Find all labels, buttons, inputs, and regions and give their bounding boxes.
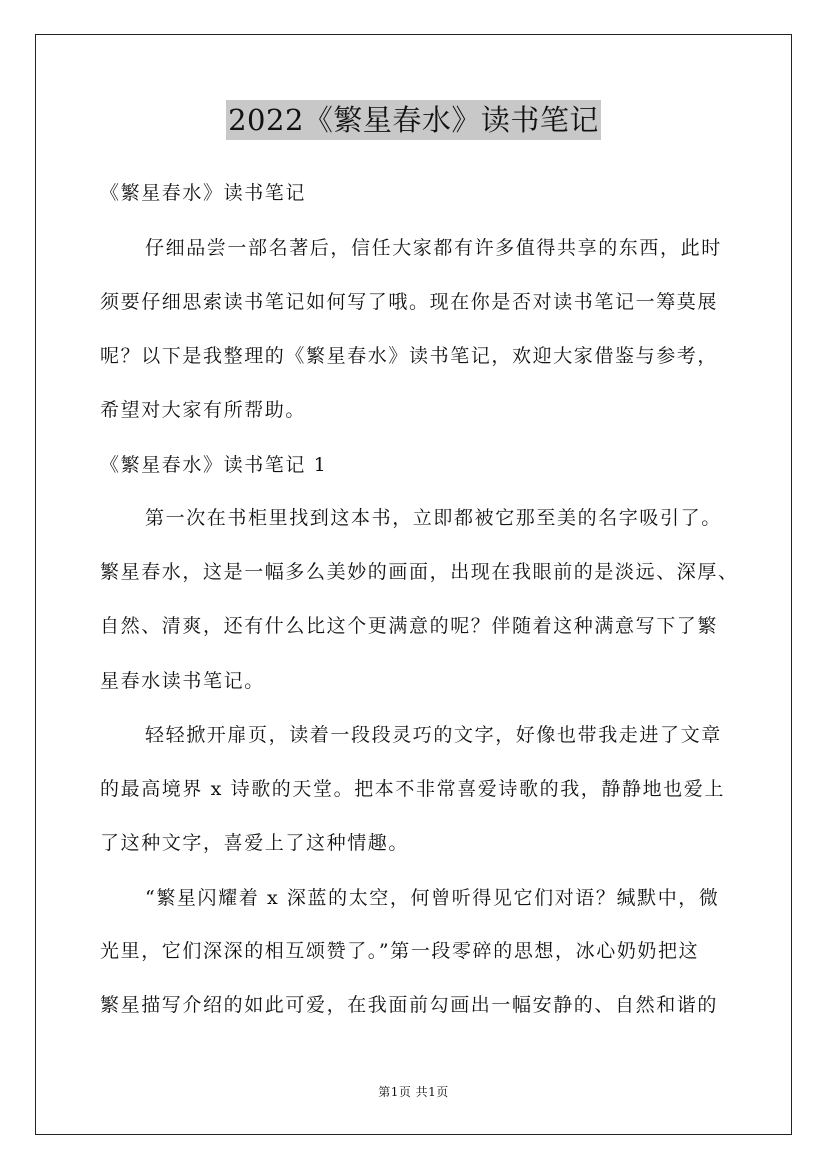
paragraph-line: 光里，它们深深的相互颂赞了。”第一段零碎的思想，冰心奶奶把这 [100,940,700,962]
paragraph-line: 第一次在书柜里找到这本书，立即都被它那至美的名字吸引了。 [145,507,722,529]
page-footer: 第1页 共1页 [378,1085,449,1099]
paragraph-line: 希望对大家有所帮助。 [100,399,307,421]
section-heading: 《繁星春水》读书笔记 1 [100,454,328,476]
paragraph-line: “繁星闪耀着 x 深蓝的太空，何曾听得见它们对语？缄默中，微 [145,887,720,909]
paragraph-line: 自然、清爽，还有什么比这个更满意的呢？伴随着这种满意写下了繁 [100,615,719,637]
paragraph-line: 的最高境界 x 诗歌的天堂。把本不非常喜爱诗歌的我，静静地也爱上 [100,778,725,800]
paragraph-line: 繁星春水，这是一幅多么美妙的画面，出现在我眼前的是淡远、深厚、 [100,561,739,583]
paragraph-line: 呢？以下是我整理的《繁星春水》读书笔记，欢迎大家借鉴与参考， [100,345,719,367]
title-container [0,100,827,140]
paragraph-line: 仔细品尝一部名著后，信任大家都有许多值得共享的东西，此时 [145,237,722,259]
paragraph-line: 繁星描写介绍的如此可爱，在我面前勾画出一幅安静的、自然和谐的 [100,994,719,1016]
document-title: 2022《繁星春水》读书笔记 [226,100,601,140]
paragraph-line: 了这种文字，喜爱上了这种情趣。 [100,832,410,854]
paragraph-line: 须要仔细思索读书笔记如何写了哦。现在你是否对读书笔记一筹莫展 [100,291,719,313]
paragraph-line: 星春水读书笔记。 [100,670,265,692]
paragraph-line: 轻轻掀开扉页，读着一段段灵巧的文字，好像也带我走进了文章 [145,724,722,746]
subtitle: 《繁星春水》读书笔记 [100,182,307,204]
